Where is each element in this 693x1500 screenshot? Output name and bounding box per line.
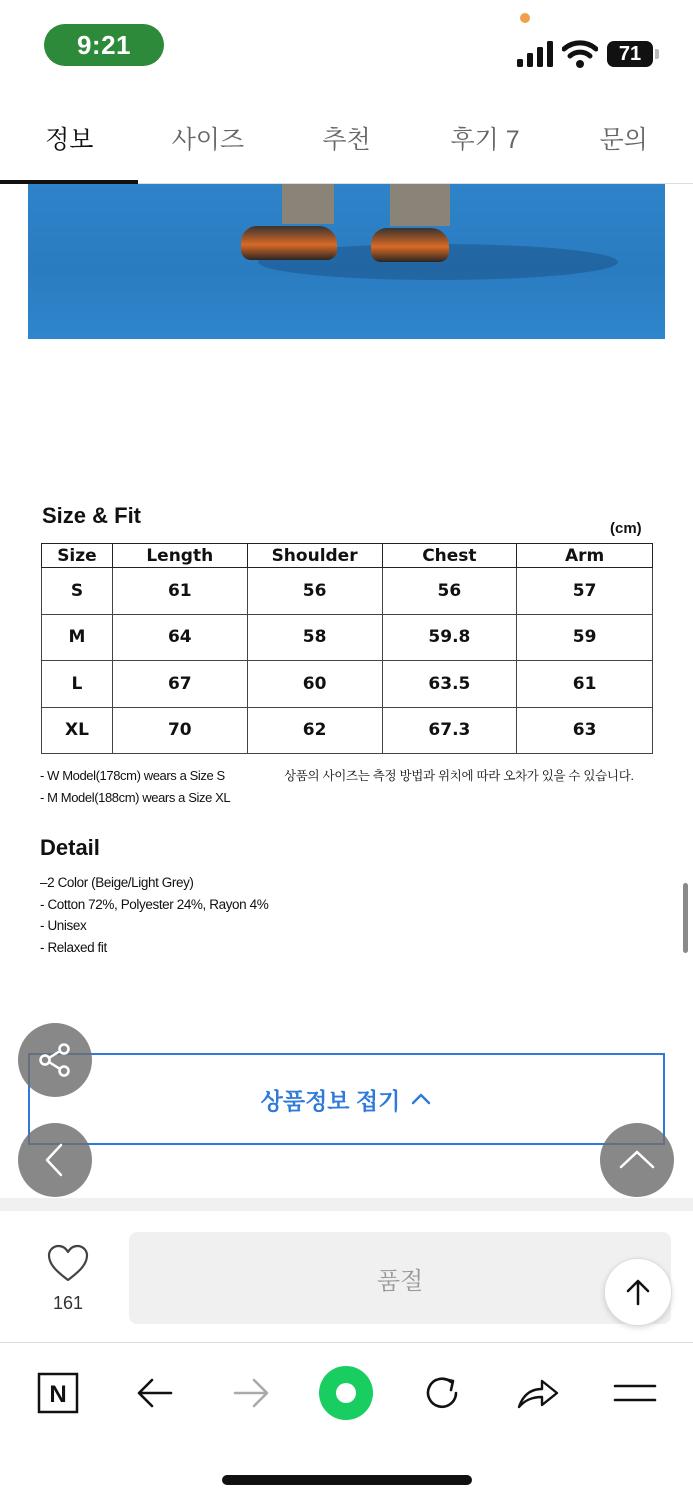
table-cell: 67 [112, 661, 247, 708]
table-row [42, 614, 653, 661]
table-cell: 60 [247, 661, 382, 708]
scroll-top-icon [617, 1140, 657, 1180]
table-cell: 56 [247, 568, 382, 615]
model-notes [40, 765, 230, 809]
table-row [42, 568, 653, 615]
wifi-icon [562, 40, 598, 68]
table-row [42, 661, 653, 708]
tab-size[interactable]: 사이즈 [171, 126, 245, 154]
nav-back-button[interactable] [131, 1369, 179, 1417]
table-cell: XL [42, 707, 113, 754]
table-cell: 58 [247, 614, 382, 661]
privacy-indicator-dot [520, 13, 530, 23]
table-cell: 57 [517, 568, 653, 615]
tab-inquiry[interactable]: 문의 [599, 126, 648, 154]
scroll-top-button[interactable] [600, 1123, 674, 1197]
list-item: - Relaxed fit [40, 939, 107, 955]
scrollbar[interactable] [683, 883, 688, 953]
collapse-label: 상품정보 접기 [260, 1087, 401, 1114]
list-item: - Unisex [40, 918, 87, 933]
chevron-up-icon [410, 1088, 432, 1110]
like-count: 161 [52, 1293, 84, 1313]
tab-info[interactable]: 정보 [0, 96, 139, 183]
battery-level: 71 [607, 41, 653, 67]
share-button[interactable] [18, 1023, 92, 1097]
back-button[interactable] [18, 1123, 92, 1197]
model-note: - M Model(188cm) wears a Size XL [40, 790, 231, 805]
green-dot-icon [318, 1365, 374, 1421]
back-icon [35, 1140, 75, 1180]
up-arrow-icon [623, 1277, 653, 1307]
menu-icon [613, 1373, 657, 1413]
list-item: –2 Color (Beige/Light Grey) [40, 875, 194, 890]
table-header-row [42, 544, 653, 568]
table-header: Shoulder [247, 544, 382, 568]
table-cell: 63.5 [382, 661, 517, 708]
battery-icon [607, 41, 659, 67]
table-cell: S [42, 568, 113, 615]
arrow-right-icon [231, 1373, 271, 1413]
share-icon [35, 1040, 75, 1080]
soldout-button[interactable]: 품절 [129, 1232, 671, 1324]
table-cell: 63 [517, 707, 653, 754]
detail-list [40, 872, 268, 958]
table-header: Arm [517, 544, 653, 568]
like-button[interactable] [40, 1243, 96, 1288]
nav-forward-button[interactable] [227, 1369, 275, 1417]
table-cell: 61 [517, 661, 653, 708]
product-photo [28, 184, 665, 339]
table-row [42, 707, 653, 754]
reload-button[interactable] [418, 1369, 466, 1417]
table-cell: 59.8 [382, 614, 517, 661]
table-cell: M [42, 614, 113, 661]
detail-title: Detail [40, 835, 100, 860]
table-header: Size [42, 544, 113, 568]
size-fit-title: Size & Fit [42, 503, 142, 528]
unit-label: (cm) [610, 520, 642, 537]
heart-icon [46, 1243, 90, 1283]
naver-home-button[interactable] [34, 1369, 82, 1417]
table-cell: 61 [112, 568, 247, 615]
table-header: Length [112, 544, 247, 568]
browser-toolbar [0, 1342, 693, 1440]
home-indicator [222, 1475, 472, 1485]
naver-home-icon [36, 1371, 80, 1415]
tab-recommend[interactable]: 추천 [322, 126, 371, 154]
cellular-signal-icon [517, 41, 553, 67]
arrow-left-icon [135, 1373, 175, 1413]
table-cell: 70 [112, 707, 247, 754]
table-cell: 59 [517, 614, 653, 661]
status-bar [0, 0, 693, 90]
share-arrow-icon [515, 1373, 561, 1413]
list-item: - Cotton 72%, Polyester 24%, Rayon 4% [40, 896, 269, 912]
size-disclaimer: 상품의 사이즈는 측정 방법과 위치에 따라 오차가 있을 수 있습니다. [284, 769, 634, 783]
green-dot-button[interactable] [318, 1365, 374, 1421]
size-table [41, 543, 653, 754]
table-cell: 64 [112, 614, 247, 661]
table-cell: 62 [247, 707, 382, 754]
table-cell: L [42, 661, 113, 708]
scroll-up-button[interactable] [604, 1258, 672, 1326]
home-label: N [49, 1381, 67, 1408]
model-note: - W Model(178cm) wears a Size S [40, 768, 225, 783]
table-cell: 67.3 [382, 707, 517, 754]
table-cell: 56 [382, 568, 517, 615]
menu-button[interactable] [611, 1369, 659, 1417]
section-divider [0, 1198, 693, 1211]
collapse-product-info-button[interactable] [28, 1053, 665, 1145]
share-page-button[interactable] [514, 1369, 562, 1417]
product-tabs [0, 96, 693, 184]
status-time: 9:21 [44, 24, 164, 66]
table-header: Chest [382, 544, 517, 568]
tab-reviews[interactable]: 후기 7 [450, 126, 520, 154]
reload-icon [420, 1371, 464, 1415]
